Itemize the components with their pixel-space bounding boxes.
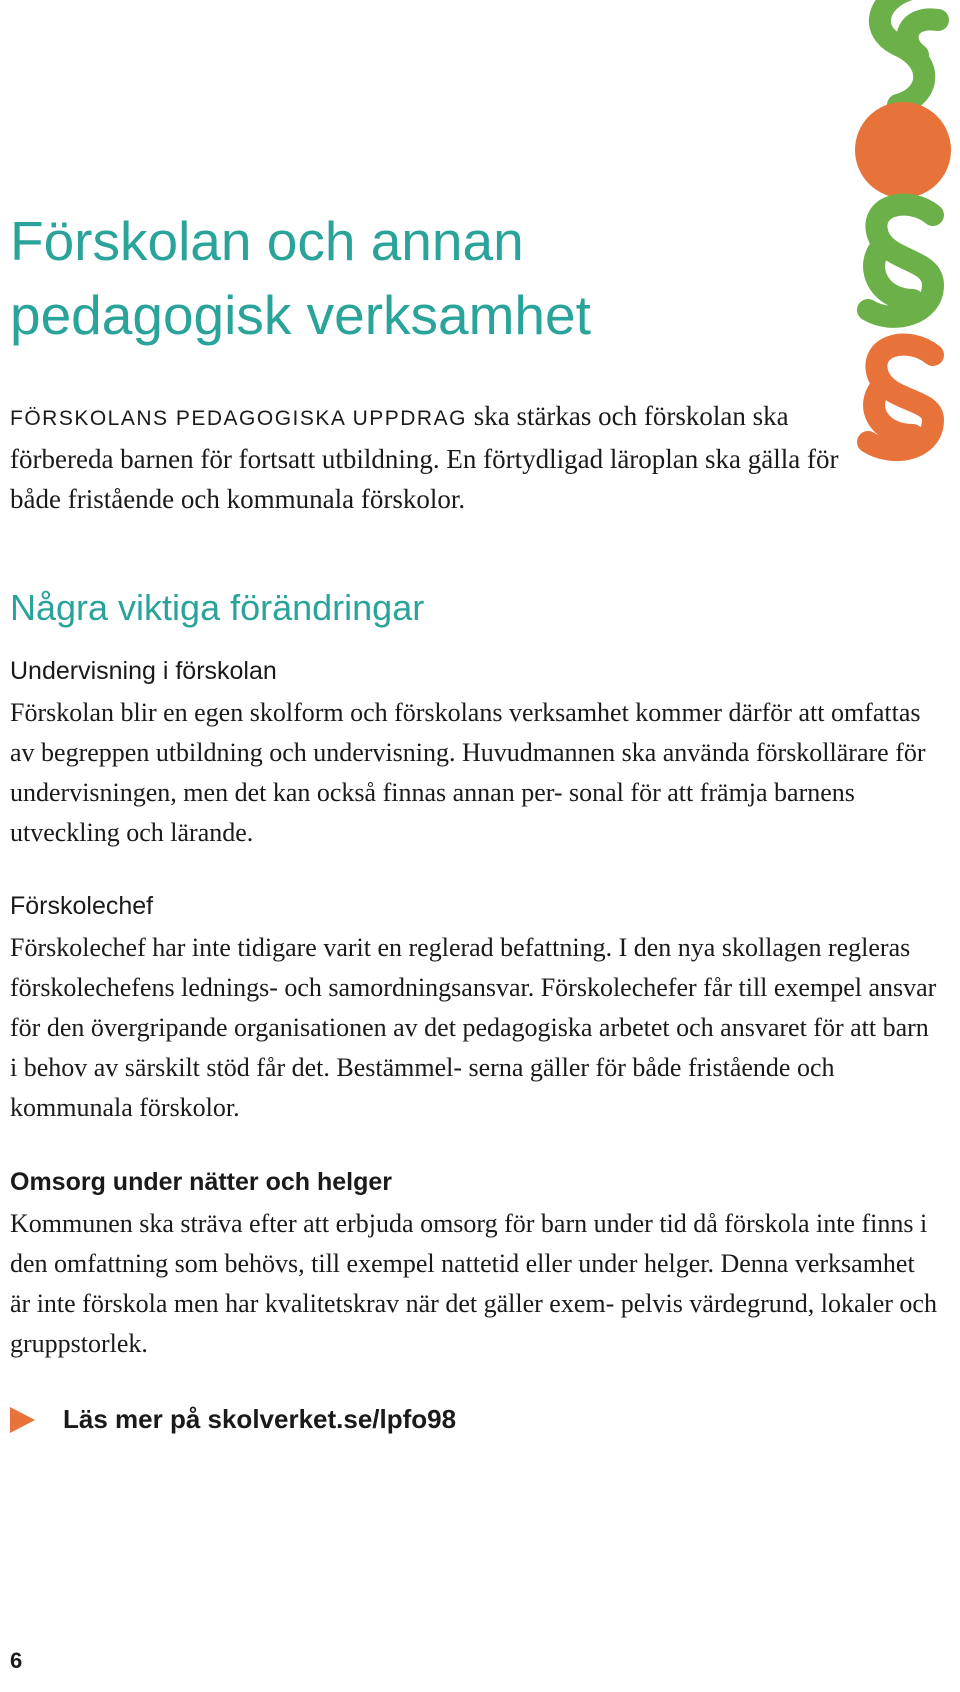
intro-lead: FÖRSKOLANS PEDAGOGISKA UPPDRAG (10, 407, 467, 430)
paragraph-symbols-logo (838, 0, 960, 470)
subsection-heading: Undervisning i förskolan (10, 657, 277, 685)
read-more-text: Läs mer på skolverket.se/lpfo98 (63, 1404, 457, 1434)
green-section-icon (868, 205, 933, 317)
section-heading: Några viktiga förändringar (10, 587, 425, 628)
subsection-omsorg (10, 1166, 940, 1364)
subsection-body: Förskolan blir en egen skolform och förskolans verksamhet kommer därför att omfattas av begreppen utbildning och undervisning. Huvudmannen ska använda förskollärare för undervisningen, men det kan också finnas annan per- sonal för att främja barnens utveckling och lärande. (10, 698, 926, 847)
intro-paragraph (10, 396, 840, 519)
subsection-forskolechef (10, 890, 940, 1128)
subsection-heading: Förskolechef (10, 892, 154, 920)
orange-circle-icon (855, 102, 951, 198)
orange-section-icon (868, 345, 933, 450)
subsection-heading: Omsorg under nätter och helger (10, 1168, 393, 1196)
arrow-right-icon (10, 1407, 35, 1433)
green-section-icon-top (880, 0, 938, 105)
subsection-undervisning (10, 655, 940, 853)
subsection-body: Kommunen ska sträva efter att erbjuda omsorg för barn under tid då förskola inte finns i den omfattning som behövs, till exempel nattetid eller under helger. Denna verksamhet är inte förskola men har kvalitetskrav när det gäller exem- pelvis värdegrund, lokaler och gruppstorlek. (10, 1209, 937, 1358)
page-title: Förskolan och annan pedagogisk verksamhet (10, 210, 591, 346)
read-more-link[interactable] (10, 1404, 456, 1435)
intro-text: ska stärkas och förskolan ska förbereda barnen för fortsatt utbildning. En förtydligad läroplan ska gälla för både fristående och kommunala förskolor. (10, 401, 839, 514)
page-number: 6 (10, 1648, 23, 1673)
subsection-body: Förskolechef har inte tidigare varit en reglerad befattning. I den nya skollagen regleras förskolechefens lednings- och samordningsansvar. Förskolechefer får till exempel ansvar för den övergripande organisationen av det pedagogiska arbetet och ansvaret för att barn i behov av särskilt stöd får det. Bestämmel- serna gäller för både fristående och kommunala förskolor. (10, 933, 937, 1122)
